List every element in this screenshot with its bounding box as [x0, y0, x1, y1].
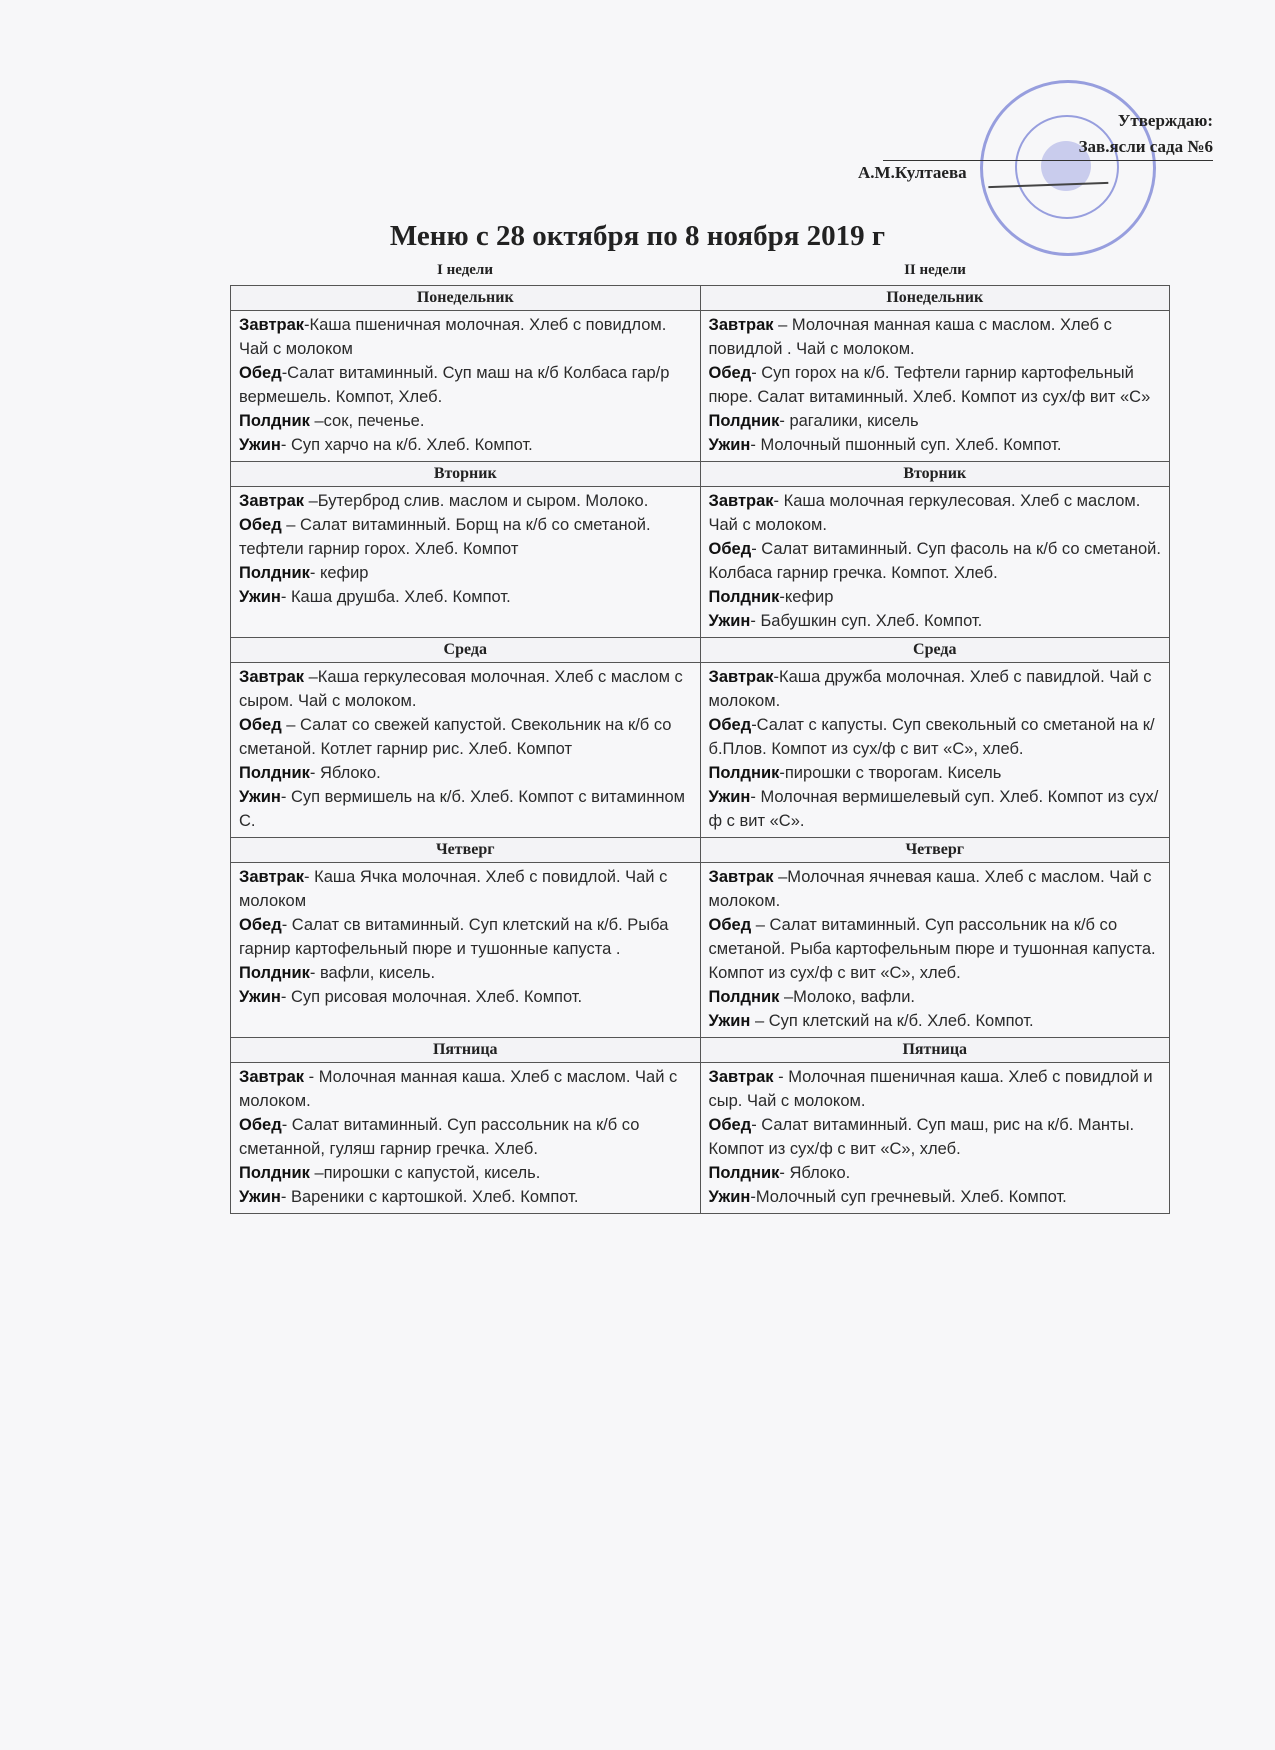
day-name: Вторник — [700, 462, 1170, 487]
week-2-header: II недели — [904, 262, 966, 278]
meal-label: Полдник — [708, 412, 780, 430]
meal-description: – Суп клетский на к/б. Хлеб. Компот. — [750, 1012, 1034, 1030]
meal-entry — [709, 585, 1164, 609]
meal-description: - Молочная пшеничная каша. Хлеб с повидлой и сыр. Чай с молоком. — [708, 1068, 1153, 1110]
meal-description: - Бабушкин суп. Хлеб. Компот. — [750, 612, 983, 630]
meal-description: – Молочная манная каша с маслом. Хлеб с повидлой . Чай с молоком. — [708, 316, 1112, 358]
meal-description: - Суп рисовая молочная. Хлеб. Компот. — [280, 988, 583, 1006]
meal-entry — [709, 985, 1164, 1009]
day-menu-row — [231, 863, 1170, 1038]
meal-label: Ужин — [239, 436, 281, 454]
meal-description: - Молочная манная каша. Хлеб с маслом. Чай с молоком. — [239, 1068, 678, 1110]
day-name: Пятница — [700, 1038, 1170, 1063]
week-1-menu-cell — [231, 487, 701, 638]
meal-entry — [709, 913, 1164, 985]
meal-description: - Яблоко. — [779, 1164, 851, 1182]
meal-description: –сок, печенье. — [309, 412, 425, 430]
meal-entry — [239, 513, 694, 561]
meal-description: - Салат витаминный. Суп рассольник на к/б со сметанной, гуляш гарнир гречка. Хлеб. — [239, 1116, 640, 1158]
meal-entry — [709, 537, 1164, 585]
meal-label: Завтрак — [239, 316, 305, 334]
meal-label: Полдник — [239, 764, 310, 782]
meal-entry — [239, 433, 694, 457]
meal-entry — [239, 561, 694, 585]
meal-entry — [709, 865, 1164, 913]
meal-entry — [709, 489, 1164, 537]
meal-description: -Каша дружба молочная. Хлеб с павидлой. Чай с молоком. — [708, 668, 1152, 710]
meal-description: - Молочный пшонный суп. Хлеб. Компот. — [750, 436, 1062, 454]
day-name: Понедельник — [700, 286, 1170, 311]
meal-entry — [239, 361, 694, 409]
meal-entry — [239, 1065, 694, 1113]
week-2-menu-cell — [700, 1063, 1170, 1214]
meal-label: Обед — [708, 716, 752, 734]
meal-label: Полдник — [708, 988, 780, 1006]
week-2-menu-cell — [700, 487, 1170, 638]
meal-entry — [239, 665, 694, 713]
day-name: Вторник — [231, 462, 701, 487]
week-1-menu-cell — [231, 863, 701, 1038]
meal-entry — [239, 1161, 694, 1185]
meal-description: –пирошки с капустой, кисель. — [309, 1164, 541, 1182]
meal-label: Ужин — [708, 436, 751, 454]
day-header-row — [231, 638, 1170, 663]
meal-label: Обед — [239, 516, 282, 534]
meal-entry — [709, 1065, 1164, 1113]
meal-label: Завтрак — [708, 1068, 774, 1086]
meal-description: -кефир — [779, 588, 834, 606]
week-1-menu-cell — [231, 1063, 701, 1214]
meal-entry — [709, 1161, 1164, 1185]
meal-description: -Салат с капусты. Суп свекольный со сметаной на к/б.Плов. Компот из сух/ф с вит «С», хлеб. — [708, 716, 1155, 758]
meal-label: Полдник — [708, 764, 780, 782]
approval-block — [858, 108, 1213, 182]
meal-entry — [709, 361, 1164, 409]
meal-label: Ужин — [239, 788, 281, 806]
meal-label: Завтрак — [708, 492, 774, 510]
day-name: Четверг — [700, 838, 1170, 863]
meal-label: Обед — [239, 1116, 282, 1134]
day-menu-row — [231, 1063, 1170, 1214]
week-1-header: I недели — [437, 262, 493, 278]
day-menu-row — [231, 487, 1170, 638]
day-name: Среда — [231, 638, 701, 663]
meal-entry — [239, 313, 694, 361]
meal-description: -Салат витаминный. Суп маш на к/б Колбаса гар/р вермешель. Компот, Хлеб. — [239, 364, 670, 406]
week-2-menu-cell — [700, 311, 1170, 462]
meal-description: –Каша геркулесовая молочная. Хлеб с маслом с сыром. Чай с молоком. — [239, 668, 683, 710]
meal-entry — [709, 609, 1164, 633]
meal-description: - Вареники с картошкой. Хлеб. Компот. — [280, 1188, 579, 1206]
meal-description: - Суп горох на к/б. Тефтели гарнир картофельный пюре. Салат витаминный. Хлеб. Компот из сух/ф вит «С» — [708, 364, 1151, 406]
meal-label: Завтрак — [239, 668, 305, 686]
meal-label: Ужин — [708, 788, 751, 806]
meal-label: Обед — [708, 916, 752, 934]
meal-description: –Молочная ячневая каша. Хлеб с маслом. Чай с молоком. — [708, 868, 1152, 910]
meal-entry — [709, 313, 1164, 361]
meal-description: - Салат витаминный. Суп маш, рис на к/б. Манты. Компот из сух/ф с вит «С», хлеб. — [708, 1116, 1135, 1158]
meal-description: - рагалики, кисель — [779, 412, 919, 430]
meal-label: Полдник — [239, 564, 310, 582]
signature-line — [988, 162, 1109, 188]
day-header-row — [231, 1038, 1170, 1063]
day-header-row — [231, 838, 1170, 863]
meal-entry — [709, 785, 1164, 833]
meal-label: Обед — [239, 916, 282, 934]
meal-label: Обед — [708, 1116, 752, 1134]
meal-entry — [239, 409, 694, 433]
meal-description: – Салат витаминный. Суп рассольник на к/б со сметаной. Рыба картофельным пюре и тушонная капуста. Компот из сух/ф с вит «С», хлеб. — [708, 916, 1156, 982]
meal-description: - Каша молочная геркулесовая. Хлеб с маслом. Чай с молоком. — [708, 492, 1141, 534]
meal-entry — [239, 865, 694, 913]
meal-description: - Каша Ячка молочная. Хлеб с повидлой. Чай с молоком — [239, 868, 668, 910]
week-1-menu-cell — [231, 311, 701, 462]
meal-label: Ужин — [708, 612, 751, 630]
meal-entry — [709, 665, 1164, 713]
approval-position: Зав.ясли сада №6 — [883, 134, 1213, 161]
meal-description: - вафли, кисель. — [309, 964, 436, 982]
meal-entry — [239, 713, 694, 761]
meal-label: Завтрак — [239, 868, 305, 886]
meal-label: Полдник — [708, 1164, 780, 1182]
meal-description: -пирошки с творогам. Кисель — [779, 764, 1002, 782]
meal-entry — [709, 761, 1164, 785]
meal-entry — [239, 961, 694, 985]
meal-entry — [239, 1113, 694, 1161]
day-name: Четверг — [231, 838, 701, 863]
meal-entry — [709, 1113, 1164, 1161]
meal-entry — [239, 913, 694, 961]
day-name: Понедельник — [231, 286, 701, 311]
meal-label: Завтрак — [708, 316, 774, 334]
meal-description: - Каша друшба. Хлеб. Компот. — [280, 588, 511, 606]
day-header-row — [231, 286, 1170, 311]
meal-description: -Молочный суп гречневый. Хлеб. Компот. — [750, 1188, 1067, 1206]
meal-label: Полдник — [708, 588, 780, 606]
meal-label: Ужин — [708, 1012, 751, 1030]
page-title: Меню с 28 октября по 8 ноября 2019 г — [389, 220, 886, 252]
meal-entry — [239, 985, 694, 1009]
meal-description: - Суп вермишель на к/б. Хлеб. Компот с витаминном С. — [239, 788, 686, 830]
meal-entry — [709, 433, 1164, 457]
meal-label: Завтрак — [239, 492, 305, 510]
meal-label: Ужин — [239, 588, 281, 606]
day-menu-row — [231, 663, 1170, 838]
meal-label: Завтрак — [708, 868, 774, 886]
meal-label: Завтрак — [708, 668, 774, 686]
meal-entry — [709, 409, 1164, 433]
meal-description: – Салат со свежей капустой. Свекольник на к/б со сметаной. Котлет гарнир рис. Хлеб. Компот — [239, 716, 672, 758]
week-2-menu-cell — [700, 863, 1170, 1038]
meal-entry — [709, 1009, 1164, 1033]
meal-description: -Каша пшеничная молочная. Хлеб с повидлом. Чай с молоком — [239, 316, 667, 358]
meal-label: Ужин — [708, 1188, 751, 1206]
meal-description: – Салат витаминный. Борщ на к/б со сметаной. тефтели гарнир горох. Хлеб. Компот — [239, 516, 651, 558]
menu-table — [230, 285, 1170, 1214]
meal-label: Обед — [708, 540, 752, 558]
meal-description: - Салат витаминный. Суп фасоль на к/б со сметаной. Колбаса гарнир гречка. Компот. Хлеб. — [708, 540, 1161, 582]
meal-description: - Салат св витаминный. Суп клетский на к/б. Рыба гарнир картофельный пюре и тушонные капуста . — [239, 916, 669, 958]
day-name: Пятница — [231, 1038, 701, 1063]
meal-description: –Бутерброд слив. маслом и сыром. Молоко. — [304, 492, 649, 510]
meal-label: Обед — [708, 364, 752, 382]
meal-label: Ужин — [239, 1188, 281, 1206]
meal-label: Обед — [239, 364, 282, 382]
meal-entry — [239, 489, 694, 513]
meal-label: Полдник — [239, 964, 310, 982]
meal-description: - Суп харчо на к/б. Хлеб. Компот. — [280, 436, 533, 454]
week-2-menu-cell — [700, 663, 1170, 838]
meal-entry — [709, 1185, 1164, 1209]
meal-description: - Молочная вермишелевый суп. Хлеб. Компот из сух/ф с вит «С». — [708, 788, 1159, 830]
meal-entry — [239, 761, 694, 785]
approver-name: А.М.Култаева — [858, 163, 967, 182]
meal-entry — [709, 713, 1164, 761]
meal-entry — [239, 585, 694, 609]
meal-label: Ужин — [239, 988, 281, 1006]
meal-label: Завтрак — [239, 1068, 305, 1086]
approval-label: Утверждаю: — [1117, 111, 1213, 130]
meal-label: Полдник — [239, 1164, 310, 1182]
day-menu-row — [231, 311, 1170, 462]
week-1-menu-cell — [231, 663, 701, 838]
day-header-row — [231, 462, 1170, 487]
meal-entry — [239, 785, 694, 833]
meal-entry — [239, 1185, 694, 1209]
meal-description: - кефир — [309, 564, 369, 582]
meal-description: - Яблоко. — [309, 764, 381, 782]
meal-label: Обед — [239, 716, 282, 734]
meal-description: –Молоко, вафли. — [779, 988, 916, 1006]
meal-label: Полдник — [239, 412, 310, 430]
day-name: Среда — [700, 638, 1170, 663]
